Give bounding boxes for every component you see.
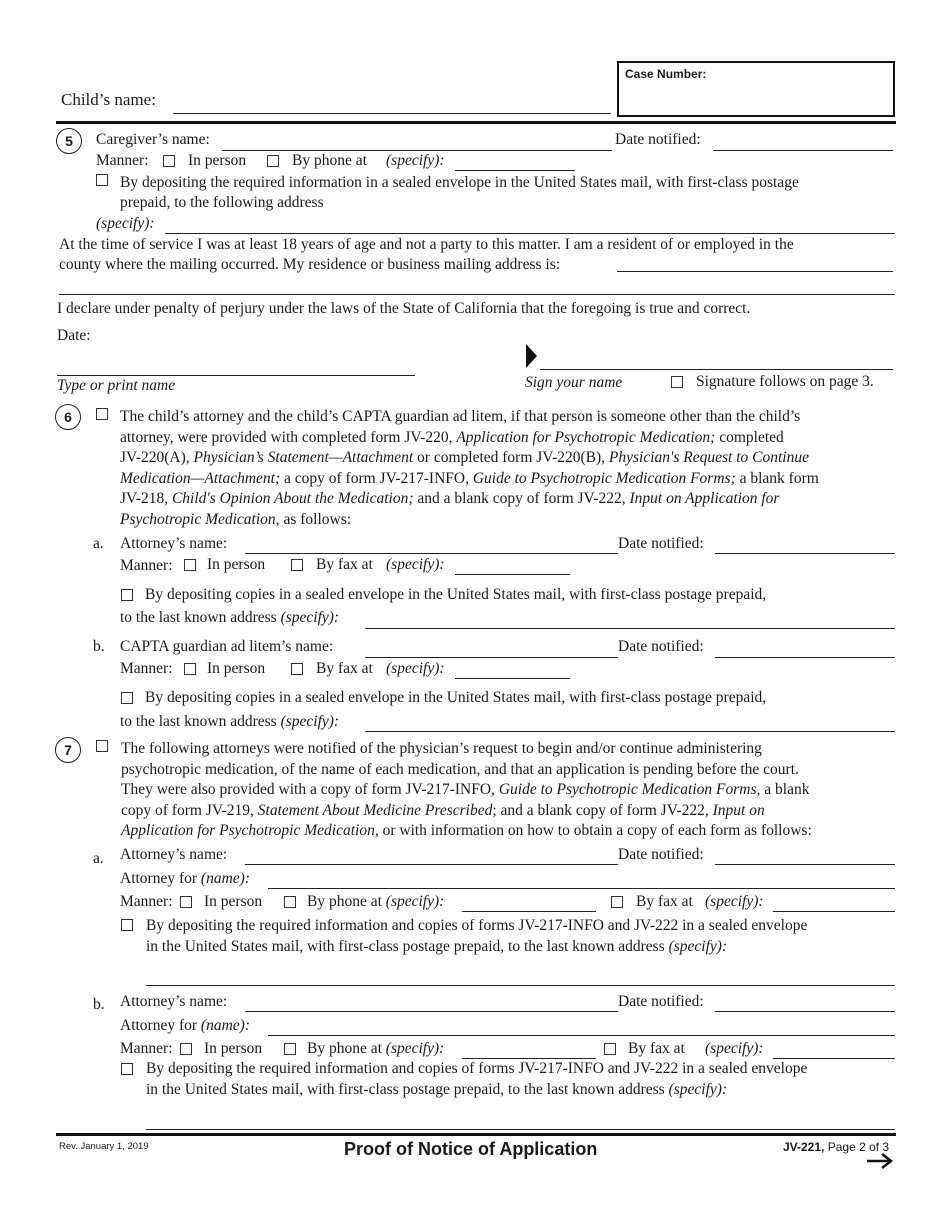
form-title: Proof of Notice of Application bbox=[344, 1139, 598, 1159]
item-7a-fax-field[interactable] bbox=[773, 911, 895, 912]
item-7a-by-fax-label: By fax at bbox=[636, 893, 693, 910]
item-7b-by-fax-label: By fax at bbox=[628, 1040, 685, 1057]
date-notified-label: Date notified: bbox=[615, 131, 701, 148]
item-6b-letter: b. bbox=[93, 638, 105, 655]
item-7a-address-field[interactable] bbox=[146, 985, 895, 986]
item-6a-manner-label: Manner: bbox=[120, 557, 173, 574]
item-7b-letter: b. bbox=[93, 996, 105, 1013]
address-field[interactable] bbox=[165, 233, 895, 234]
item-6a-name-label: Attorney’s name: bbox=[120, 535, 228, 552]
item-7a-by-phone-checkbox[interactable] bbox=[284, 896, 296, 908]
caregiver-name-field[interactable] bbox=[222, 150, 612, 151]
item-7a-letter: a. bbox=[93, 850, 104, 867]
item-6a-copies-line1: By depositing copies in a sealed envelope in the United States mail, with first-class postage prepaid, bbox=[145, 586, 767, 603]
item-6b-fax-specify-label: (specify): bbox=[386, 660, 445, 677]
item-6a-by-fax-label: By fax at bbox=[316, 556, 373, 573]
item-7-paragraph: The following attorneys were notified of the physician’s request to begin and/or continue administering psychotropic medication, of the name of each medication, and that an application is pending before the court. They were also provided with a copy of form JV-217-INFO, Guide to Psychotropic Medication Forms, a blank copy of form JV-219, Statement About Medicine Prescribed; and a blank copy of form JV-222, Input on Application for Psychotropic Medication, or with information on how to obtain a copy of each form as follows: bbox=[121, 740, 812, 839]
item-7b-by-phone-label: By phone at (specify): bbox=[307, 1040, 445, 1057]
service-text-line2: county where the mailing occurred. My residence or business mailing address is: bbox=[59, 256, 561, 273]
item-7a-fax-specify-label: (specify): bbox=[705, 893, 764, 910]
item-6a-fax-field[interactable] bbox=[455, 574, 570, 575]
residence-address-field-2[interactable] bbox=[59, 294, 895, 295]
by-phone-checkbox[interactable] bbox=[267, 155, 279, 167]
item-7b-by-phone-checkbox[interactable] bbox=[284, 1043, 296, 1055]
item-7b-date-label: Date notified: bbox=[618, 993, 704, 1010]
date-label: Date: bbox=[57, 327, 91, 344]
caregiver-name-label: Caregiver’s name: bbox=[96, 131, 210, 148]
revision-date: Rev. January 1, 2019 bbox=[59, 1141, 149, 1152]
item-7b-in-person-label: In person bbox=[204, 1040, 263, 1057]
item-7-checkbox[interactable] bbox=[96, 740, 108, 752]
item-6b-name-field[interactable] bbox=[365, 657, 618, 658]
item-7b-attorney-for-field[interactable] bbox=[268, 1035, 895, 1036]
item-7b-manner-label: Manner: bbox=[120, 1040, 173, 1057]
item-7a-mail-checkbox[interactable] bbox=[121, 919, 133, 931]
item-6b-in-person-checkbox[interactable] bbox=[184, 663, 196, 675]
item-7b-fax-field[interactable] bbox=[773, 1058, 895, 1059]
item-6-paragraph: The child’s attorney and the child’s CAPTA guardian ad litem, if that person is someone other than the child’s attorney, were provided with completed form JV-220, Application for Psychotropic Medication; completed JV-220(A), Physician’s Statement—Attachment or completed form JV-220(B), Physician's Request to Continue Medication—Attachment; a copy of form JV-217-INFO, Guide to Psychotropic Medication Forms; a blank form JV-218, Child's Opinion About the Medication; and a blank copy of form JV-222, Input on Application for Psychotropic Medication, as follows: bbox=[120, 408, 819, 528]
page-number: JV-221, Page 2 of 3 bbox=[783, 1140, 890, 1154]
item-7b-phone-field[interactable] bbox=[462, 1058, 596, 1059]
item-6b-copies-line1: By depositing copies in a sealed envelope in the United States mail, with first-class postage prepaid, bbox=[145, 689, 767, 706]
item-7b-fax-specify-label: (specify): bbox=[705, 1040, 764, 1057]
item-7a-in-person-label: In person bbox=[204, 893, 263, 910]
residence-address-field[interactable] bbox=[617, 271, 893, 272]
item-6a-in-person-checkbox[interactable] bbox=[184, 559, 196, 571]
child-name-field[interactable] bbox=[173, 113, 611, 114]
item-6b-date-label: Date notified: bbox=[618, 638, 704, 655]
item-7b-mail-checkbox[interactable] bbox=[121, 1063, 133, 1075]
item-6a-in-person-label: In person bbox=[207, 556, 266, 573]
footer-rule bbox=[56, 1133, 896, 1136]
item-7a-date-label: Date notified: bbox=[618, 846, 704, 863]
item-7b-date-field[interactable] bbox=[715, 1011, 895, 1012]
item-7a-mail-line1: By depositing the required information and copies of forms JV-217-INFO and JV-222 in a sealed envelope bbox=[146, 917, 808, 934]
in-person-label: In person bbox=[188, 152, 247, 169]
item-7a-name-field[interactable] bbox=[245, 864, 618, 865]
item-6a-letter: a. bbox=[93, 535, 104, 552]
item-7b-name-label: Attorney’s name: bbox=[120, 993, 228, 1010]
phone-specify-label: (specify): bbox=[386, 152, 445, 169]
address-specify-label: (specify): bbox=[96, 215, 155, 232]
item-7b-in-person-checkbox[interactable] bbox=[180, 1043, 192, 1055]
item-7a-date-field[interactable] bbox=[715, 864, 895, 865]
phone-specify-field[interactable] bbox=[455, 170, 575, 171]
item-6b-name-label: CAPTA guardian ad litem’s name: bbox=[120, 638, 334, 655]
item-6a-copies-checkbox[interactable] bbox=[121, 589, 133, 601]
item-6b-copies-checkbox[interactable] bbox=[121, 692, 133, 704]
item-6a-date-label: Date notified: bbox=[618, 535, 704, 552]
item-6a-by-fax-checkbox[interactable] bbox=[291, 559, 303, 571]
service-text-line1: At the time of service I was at least 18 years of age and not a party to this matter. I am a resident of or employed in the bbox=[59, 236, 794, 253]
item-6b-by-fax-checkbox[interactable] bbox=[291, 663, 303, 675]
next-page-arrow-icon bbox=[866, 1152, 894, 1170]
signature-follows-label: Signature follows on page 3. bbox=[696, 373, 874, 390]
mail-checkbox[interactable] bbox=[96, 174, 108, 186]
print-name-label: Type or print name bbox=[57, 377, 176, 394]
item-6b-copies-line2: to the last known address (specify): bbox=[120, 713, 340, 730]
print-name-field[interactable] bbox=[57, 375, 415, 376]
child-name-label: Child’s name: bbox=[61, 90, 156, 109]
item-6b-by-fax-label: By fax at bbox=[316, 660, 373, 677]
item-7b-mail-line2: in the United States mail, with first-class postage prepaid, to the last known address (specify): bbox=[146, 1081, 728, 1098]
item-7b-mail-line1: By depositing the required information and copies of forms JV-217-INFO and JV-222 in a sealed envelope bbox=[146, 1060, 808, 1077]
item-5-number: 5 bbox=[56, 128, 82, 154]
item-6b-date-field[interactable] bbox=[715, 657, 895, 658]
header-rule bbox=[56, 121, 896, 124]
case-number-label: Case Number: bbox=[625, 67, 707, 81]
item-7b-by-fax-checkbox[interactable] bbox=[604, 1043, 616, 1055]
item-6-number: 6 bbox=[55, 404, 81, 430]
item-6a-copies-line2: to the last known address (specify): bbox=[120, 609, 340, 626]
item-6b-fax-field[interactable] bbox=[455, 678, 570, 679]
signature-field[interactable] bbox=[540, 369, 893, 370]
mail-text-line2: prepaid, to the following address bbox=[120, 194, 324, 211]
item-7b-name-field[interactable] bbox=[245, 1011, 618, 1012]
item-7a-by-phone-label: By phone at (specify): bbox=[307, 893, 445, 910]
item-6a-name-field[interactable] bbox=[245, 553, 618, 554]
in-person-checkbox[interactable] bbox=[163, 155, 175, 167]
item-7a-in-person-checkbox[interactable] bbox=[180, 896, 192, 908]
item-7a-attorney-for-field[interactable] bbox=[268, 888, 895, 889]
signature-follows-checkbox[interactable] bbox=[671, 376, 683, 388]
item-6-checkbox[interactable] bbox=[96, 408, 108, 420]
item-7b-address-field[interactable] bbox=[146, 1129, 895, 1130]
date-notified-field[interactable] bbox=[713, 150, 893, 151]
item-7-number: 7 bbox=[55, 737, 81, 763]
item-7b-attorney-for-label: Attorney for (name): bbox=[120, 1017, 250, 1034]
item-6b-manner-label: Manner: bbox=[120, 660, 173, 677]
item-7a-name-label: Attorney’s name: bbox=[120, 846, 228, 863]
mail-text-line1: By depositing the required information in a sealed envelope in the United States mail, with first-class postage bbox=[120, 174, 799, 191]
item-7a-phone-field[interactable] bbox=[462, 911, 596, 912]
manner-label: Manner: bbox=[96, 152, 149, 169]
item-7a-mail-line2: in the United States mail, with first-class postage prepaid, to the last known address (specify): bbox=[146, 938, 728, 955]
signature-arrow-icon bbox=[526, 344, 537, 368]
item-7a-manner-label: Manner: bbox=[120, 893, 173, 910]
sign-name-label: Sign your name bbox=[525, 374, 623, 391]
item-6a-date-field[interactable] bbox=[715, 553, 895, 554]
item-6b-in-person-label: In person bbox=[207, 660, 266, 677]
item-6b-address-field[interactable] bbox=[365, 731, 895, 732]
item-7a-by-fax-checkbox[interactable] bbox=[611, 896, 623, 908]
declaration-text: I declare under penalty of perjury under the laws of the State of California that the foregoing is true and correct. bbox=[57, 300, 751, 317]
item-6a-fax-specify-label: (specify): bbox=[386, 556, 445, 573]
by-phone-label: By phone at bbox=[292, 152, 367, 169]
item-6a-address-field[interactable] bbox=[365, 628, 895, 629]
item-7a-attorney-for-label: Attorney for (name): bbox=[120, 870, 250, 887]
